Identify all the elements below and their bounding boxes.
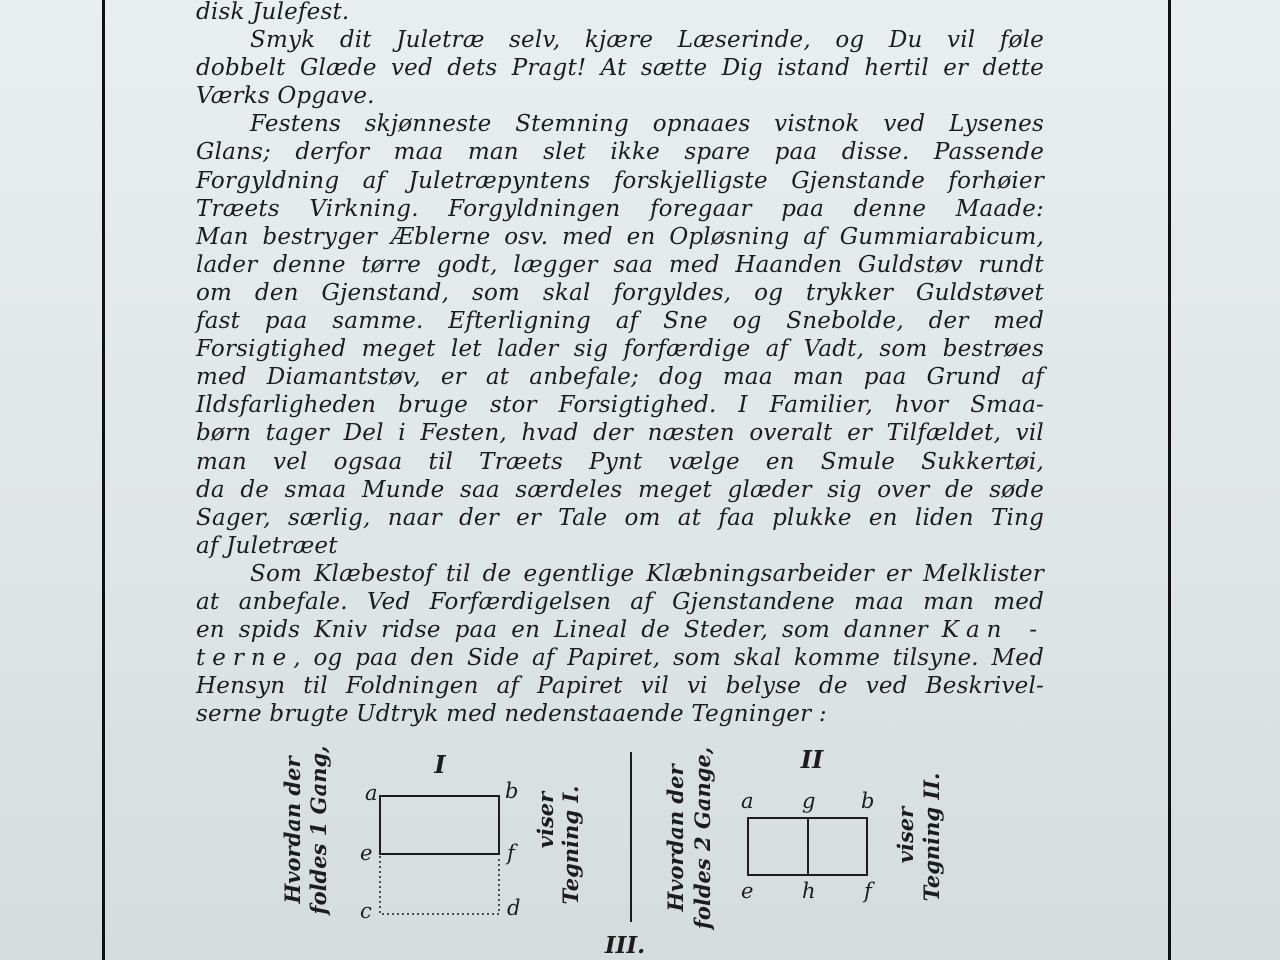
text-line: Hensyn til Foldningen af Papiret vil vi belyse de ved Beskrivel-: [196, 673, 1044, 700]
text-fragment: en spids Kniv ridse paa en Lineal de Steder, som danner: [196, 617, 928, 644]
corner-label: c: [360, 899, 372, 923]
caption-line: viser: [893, 806, 918, 864]
caption-line: Hvordan der: [280, 756, 305, 904]
caption-line: foldes 2 Gange,: [690, 746, 715, 930]
corner-label: d: [507, 896, 521, 920]
caption-line: Tegning I.: [558, 785, 583, 905]
text-line: dobbelt Glæde ved dets Pragt! At sætte Dig istand hertil er dette: [196, 55, 1044, 82]
text-fragment: , og paa den Side af Papiret, som skal komme tilsyne. Med: [293, 645, 1044, 672]
text-line: Forsigtighed meget let lader sig forfærdige af Vadt, som bestrøes: [196, 336, 1044, 363]
caption-line: Tegning II.: [919, 772, 944, 902]
spaced-word: Kan -: [941, 617, 1044, 644]
figure-one: [280, 746, 583, 923]
text-line: serne brugte Udtryk med nedenstaaende Tegninger :: [196, 701, 827, 728]
text-line: Festens skjønneste Stemning opnaaes vistnok ved Lysenes: [250, 111, 1044, 138]
corner-label: g: [802, 789, 816, 813]
text-line: lader denne tørre godt, lægger saa med Haanden Guldstøv rundt: [196, 251, 1044, 278]
text-line: af Juletræet: [196, 532, 338, 559]
caption-line: viser: [533, 791, 558, 849]
corner-label: e: [741, 879, 754, 903]
figure-two: [663, 745, 944, 931]
text-line: om den Gjenstand, som skal forgyldes, og trykker Guldstøvet: [196, 279, 1044, 306]
text-line: børn tager Del i Festen, hvad der næsten overalt er Tilfældet, vil: [196, 420, 1044, 447]
text-line: Smyk dit Juletræ selv, kjære Læserinde, og Du vil føle: [250, 27, 1044, 54]
corner-label: h: [802, 879, 816, 903]
text-line: Glans; derfor maa man slet ikke spare paa disse. Passende: [196, 139, 1044, 166]
caption-line: Hvordan der: [663, 764, 688, 912]
corner-label: f: [507, 841, 515, 865]
corner-label: a: [741, 789, 754, 813]
text-line: disk Julefest.: [196, 0, 350, 25]
text-line: da de smaa Munde saa særdeles meget glæder sig over de søde: [196, 476, 1044, 503]
text-line: Sager, særlig, naar der er Tale om at faa plukke en liden Ting: [196, 504, 1044, 531]
text-line: Forgyldning af Juletræpyntens forskjelligste Gjenstande forhøier: [196, 167, 1044, 194]
corner-label: b: [505, 779, 519, 803]
figure-numeral: III.: [604, 932, 646, 959]
text-line: Ildsfarligheden bruge stor Forsigtighed. I Familier, hvor Smaa-: [196, 392, 1044, 419]
corner-label: b: [861, 789, 875, 813]
corner-label: a: [365, 781, 378, 805]
folded-rectangle: [380, 796, 499, 854]
caption-line: foldes 1 Gang,: [306, 745, 331, 915]
text-line: Som Klæbestof til de egentlige Klæbningsarbeider er Melklister: [250, 560, 1044, 587]
figure-numeral: I: [434, 750, 446, 779]
spaced-word: terne: [196, 645, 294, 672]
text-line: Træets Virkning. Forgyldningen foregaar paa denne Maade:: [196, 195, 1044, 222]
text-line: man vel ogsaa til Træets Pynt vælge en Smule Sukkertøi,: [196, 448, 1044, 475]
text-line: Værks Opgave.: [196, 83, 375, 110]
text-line: med Diamantstøv, er at anbefale; dog maa man paa Grund af: [196, 364, 1044, 391]
text-line: Man bestryger Æblerne osv. med en Opløsning af Gummiarabicum,: [196, 223, 1044, 250]
corner-label: e: [360, 841, 373, 865]
unfolded-outline: [380, 856, 499, 914]
figure-numeral: II: [800, 745, 824, 774]
text-line: at anbefale. Ved Forfærdigelsen af Gjenstandene maa man med: [196, 588, 1044, 615]
text-line: fast paa samme. Efterligning af Sne og Snebolde, der med: [196, 308, 1044, 335]
corner-label: f: [864, 879, 872, 903]
